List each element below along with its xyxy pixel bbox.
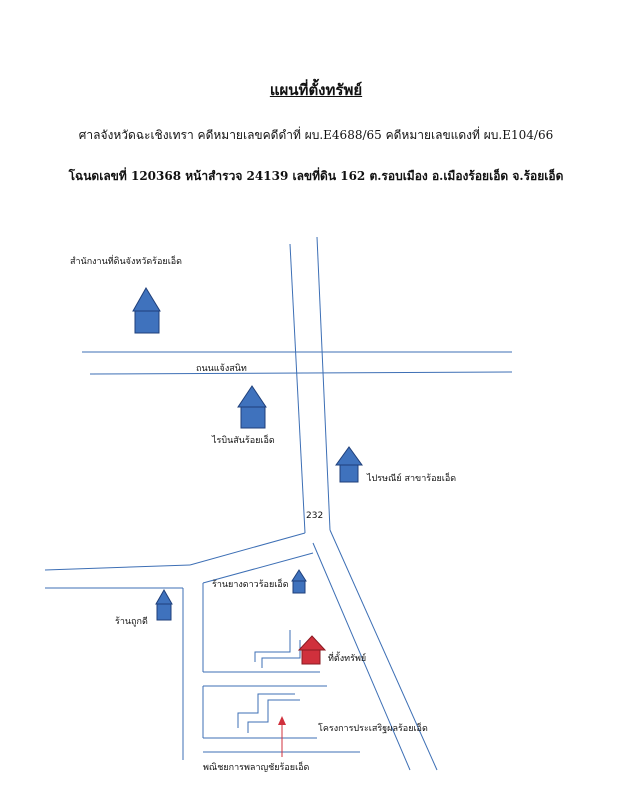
label-road-name: ถนนแจ้งสนิท: [196, 364, 247, 374]
house-icon: [156, 590, 172, 620]
page-title: แผนที่ตั้งทรัพย์: [269, 81, 363, 99]
alley-lower-inner: [248, 700, 300, 733]
house-icon: [336, 447, 362, 482]
label-airport: ไรบินสันร้อยเอ็ด: [212, 436, 275, 446]
road-232-right-edge: [317, 237, 330, 530]
house-icon: [238, 386, 266, 428]
roads: [45, 237, 512, 770]
label-land-office: สำนักงานที่ดินจังหวัดร้อยเอ็ด: [70, 257, 183, 267]
house-icon: [133, 288, 160, 333]
label-shop-yang: ร้านยางดาวร้อยเอ็ด: [212, 580, 289, 590]
road-232-left-edge: [290, 244, 305, 533]
alley-upper: [255, 630, 290, 662]
label-post-office: ไปรษณีย์ สาขาร้อยเอ็ด: [367, 474, 457, 484]
house-icon: [292, 570, 306, 593]
road-horizontal-bottom-edge: [90, 372, 512, 374]
arrow-icon: [278, 716, 286, 757]
property-house-icon: [299, 636, 325, 664]
label-project: โครงการประเสริฐผลร้อยเอ็ด: [318, 724, 428, 734]
road-lower-right-edge: [330, 530, 437, 770]
road-west-edge: [45, 565, 190, 570]
alley-upper-inner: [262, 640, 300, 668]
label-shop-thook: ร้านถูกดี: [115, 617, 148, 627]
label-commerce: พณิชยการพลาญชัยร้อยเอ็ด: [203, 763, 310, 773]
label-road-number: 232: [306, 511, 324, 521]
deed-info-line: โฉนดเลขที่ 120368 หน้าสำรวจ 24139 เลขที่ดิน 162 ต.รอบเมือง อ.เมืองร้อยเอ็ด จ.ร้อยเอ็ด: [68, 169, 564, 183]
case-number-line: ศาลจังหวัดฉะเชิงเทรา คดีหมายเลขคดีดำที่ ผบ.E4688/65 คดีหมายเลขแดงที่ ผบ.E104/66: [78, 128, 554, 142]
alley-lower: [238, 694, 295, 728]
label-property: ที่ตั้งทรัพย์: [328, 654, 367, 664]
